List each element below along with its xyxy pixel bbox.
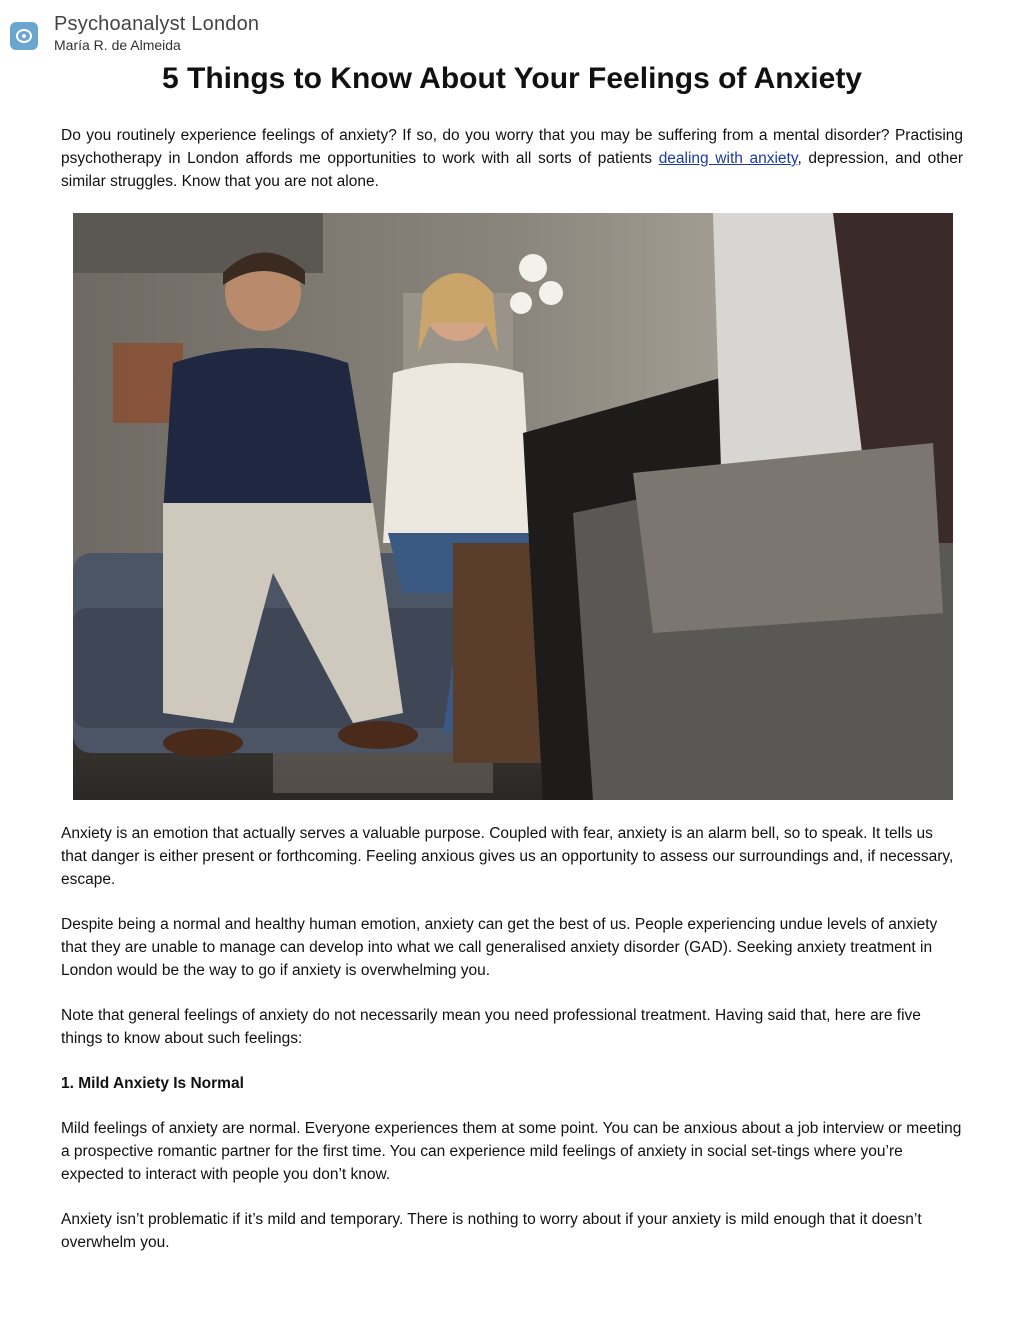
intro-text-start: Do you routinely experience feelings of anxiety? If so, do you worry that you may be suffering from a mental disorder? Practising psychotherapy in London affords me opportunities to work with all sorts of patients [61,127,963,167]
paragraph-mild-feelings: Mild feelings of anxiety are normal. Everyone experiences them at some point. You can be anxious about a job interview or meeting a prospective romantic partner for the first time. You can experience mild feelings of anxiety in social set-tings where you’re expected to interact with people you don’t know. [61,1120,962,1183]
speech-bubble-icon [10,22,38,50]
therapy-session-photo [73,213,953,800]
paragraph-five-things: Note that general feelings of anxiety do not necessarily mean you need professional treatment. Having said that, here are five things to know about such feelings: [61,1007,921,1047]
intro-text-end: , depression, and other similar struggles. Know that you are not alone. [61,150,963,190]
paragraph-gad: Despite being a normal and healthy human emotion, anxiety can get the best of us. People experiencing undue levels of anxiety that they are unable to manage can develop into what we call generalised anxiety disorder (GAD). Seeking anxiety treatment in London would be the way to go if anxiety is overwhelming you. [61,916,938,979]
dealing-with-anxiety-link[interactable]: dealing with anxiety [658,150,798,167]
section-heading-mild-anxiety: 1. Mild Anxiety Is Normal [61,1075,244,1092]
brand-subtitle: María R. de Almeida [54,37,181,53]
article-body [61,822,963,1276]
intro-paragraph [61,124,963,193]
site-brand[interactable] [10,14,259,52]
paragraph-anxiety-purpose: Anxiety is an emotion that actually serves a valuable purpose. Coupled with fear, anxiety is an alarm bell, so to speak. It tells us that danger is either present or forthcoming. Feeling anxious gives us an opportunity to assess our surroundings and, if necessary, escape. [61,825,954,888]
brand-name: Psychoanalyst London [54,13,260,35]
page-title: 5 Things to Know About Your Feelings of Anxiety [161,62,862,95]
paragraph-not-problematic: Anxiety isn’t problematic if it’s mild and temporary. There is nothing to worry about if your anxiety is mild enough that it doesn’t overwhelm you. [61,1211,922,1251]
